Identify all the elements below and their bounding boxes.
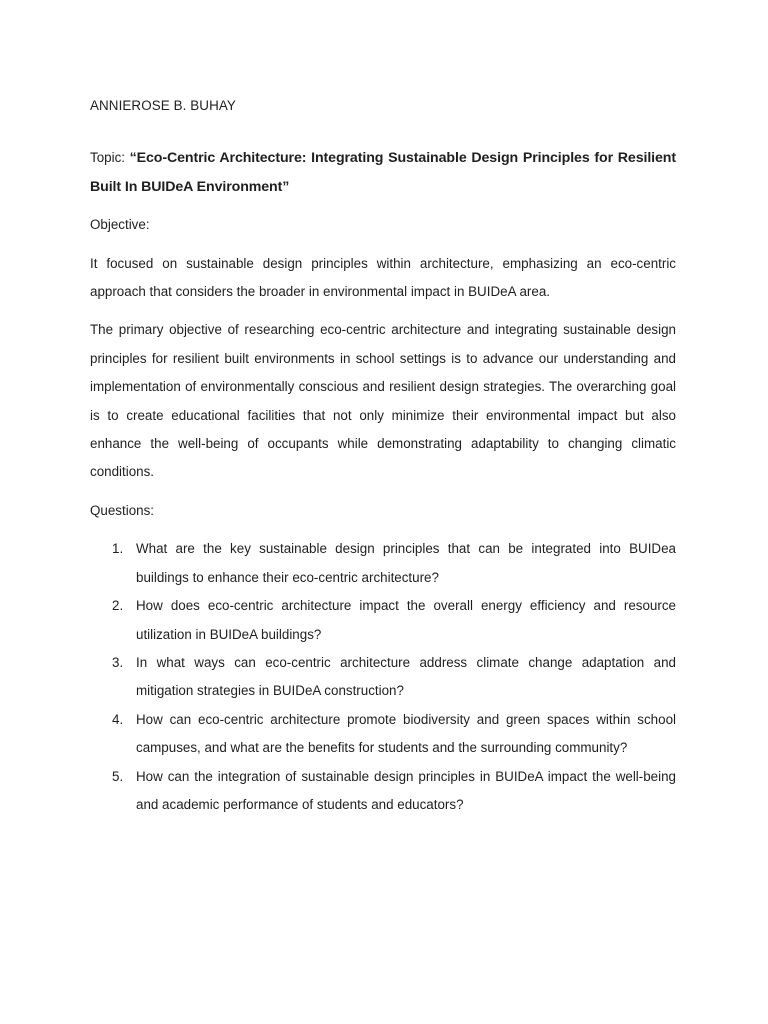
list-item-number: 3. (112, 654, 124, 670)
objective-heading: Objective: (90, 217, 150, 233)
objective-paragraph-2: The primary objective of researching eco-centric architecture and integrating sustainable design principles for resilient built environments in school settings is to advance our understanding and implementation of environmentally conscious and resilient design strategies. The overarching goal is to create educational facilities that not only minimize their environmental impact but also enhance the well-being of occupants while demonstrating adaptability to changing climatic conditions. (90, 322, 676, 480)
list-item (90, 592, 676, 649)
list-item-text: What are the key sustainable design principles that can be integrated into BUIDea buildings to enhance their eco-centric architecture? (136, 541, 676, 585)
list-item-text: How does eco-centric architecture impact the overall energy efficiency and resource utilization in BUIDeA buildings? (136, 598, 676, 642)
questions-heading: Questions: (90, 502, 155, 518)
list-item-number: 5. (112, 768, 124, 784)
list-item (90, 535, 676, 592)
list-item-text: How can the integration of sustainable design principles in BUIDeA impact the well-being and academic performance of students and educators? (136, 768, 676, 812)
author-name: ANNIEROSE B. BUHAY (90, 98, 236, 113)
list-item (90, 763, 676, 820)
objective-paragraph-1: It focused on sustainable design principles within architecture, emphasizing an eco-centric approach that considers the broader in environmental impact in BUIDeA area. (90, 255, 676, 300)
list-item (90, 649, 676, 706)
topic-label: Topic: (90, 150, 130, 166)
list-item-number: 4. (112, 711, 124, 727)
questions-list (90, 535, 676, 819)
list-item-text: How can eco-centric architecture promote biodiversity and green spaces within school campuses, and what are the benefits for students and the surrounding community? (136, 711, 676, 756)
document-body (90, 92, 676, 819)
topic-title: “Eco-Centric Architecture: Integrating Sustainable Design Principles for Resilient Built In BUIDeA Environment” (90, 150, 676, 195)
list-item-text: In what ways can eco-centric architecture address climate change adaptation and mitigation strategies in BUIDeA construction? (136, 654, 676, 699)
list-item-number: 2. (112, 598, 124, 614)
topic-line (90, 144, 676, 201)
list-item (90, 706, 676, 763)
list-item-number: 1. (112, 541, 124, 557)
